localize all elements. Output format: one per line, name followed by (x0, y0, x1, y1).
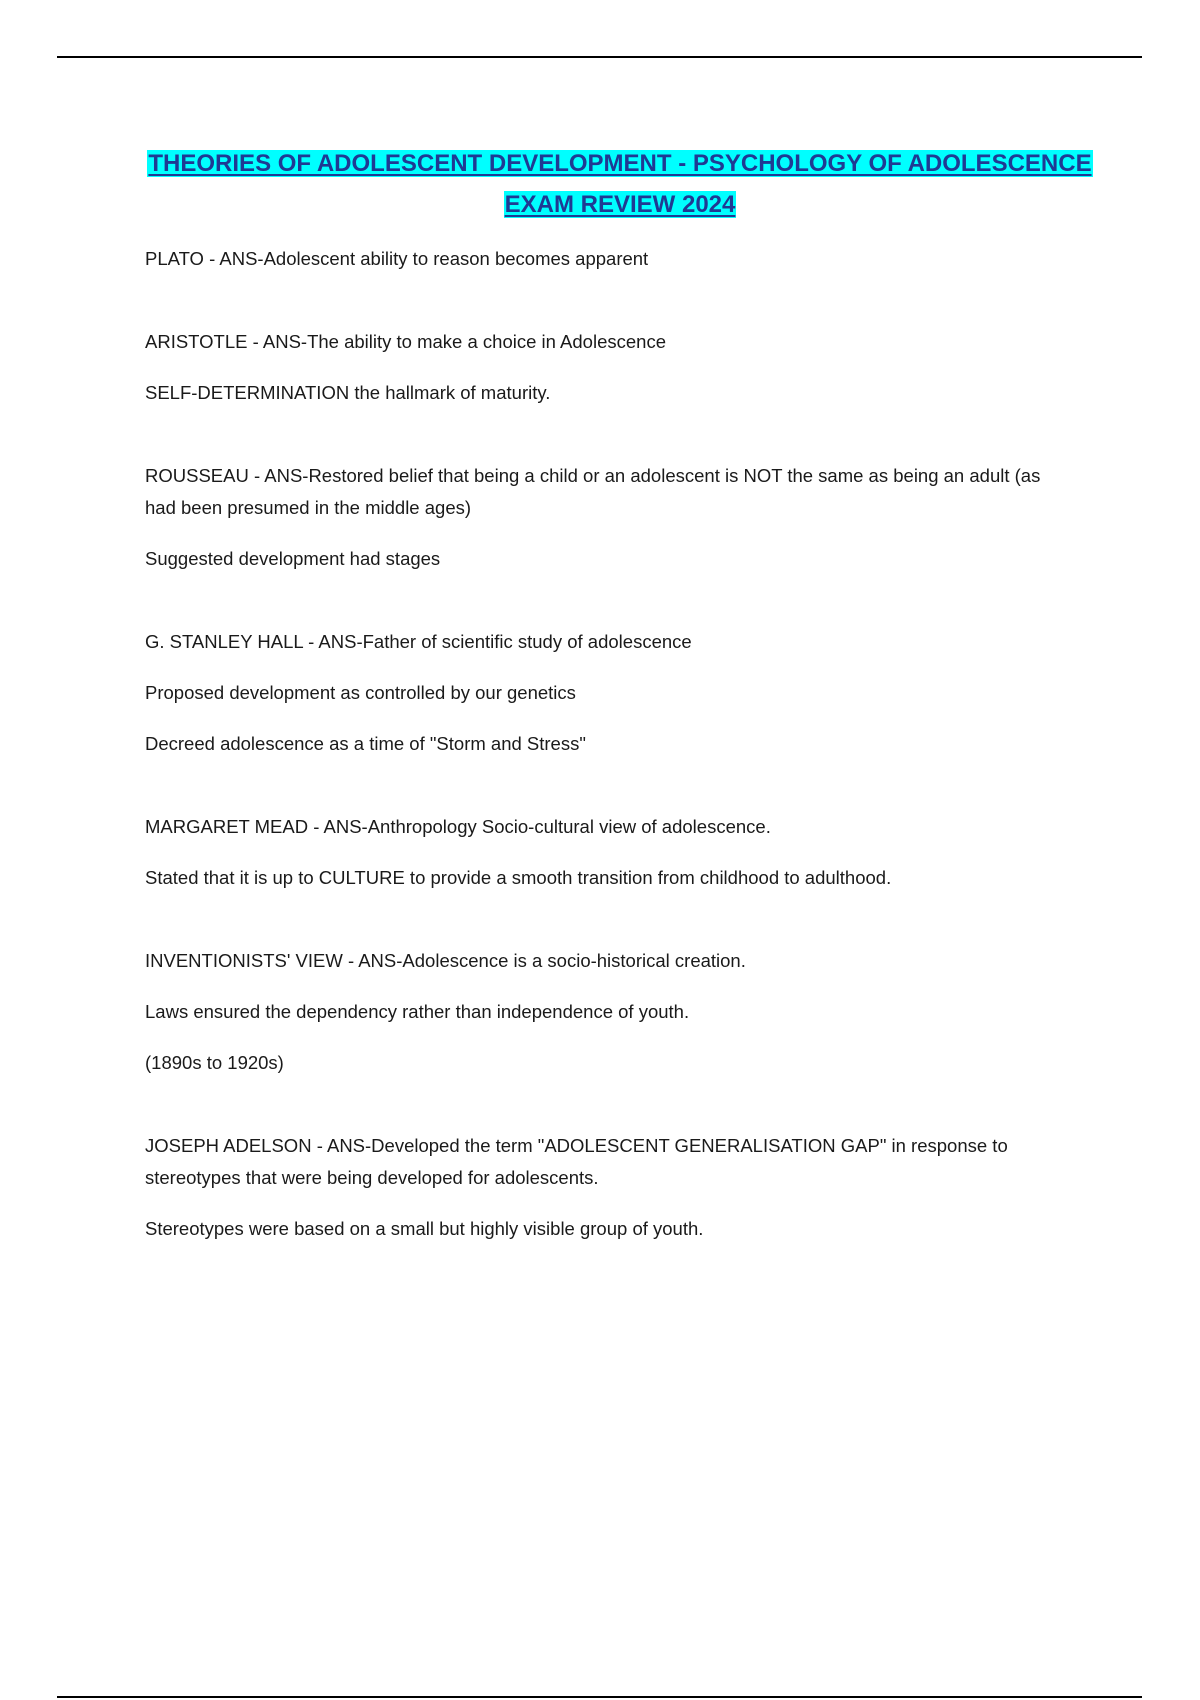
entry-stanley-hall (145, 626, 1075, 760)
entry-rousseau (145, 460, 1075, 575)
entry-margaret-mead (145, 811, 1075, 894)
entry-joseph-adelson (145, 1130, 1075, 1245)
title-line-1: THEORIES OF ADOLESCENT DEVELOPMENT - PSYCHOLOGY OF ADOLESCENCE (148, 150, 1092, 177)
entry-line: MARGARET MEAD - ANS-Anthropology Socio-cultural view of adolescence. (145, 816, 771, 837)
title-line-2: EXAM REVIEW 2024 (504, 191, 736, 218)
entry-line: (1890s to 1920s) (145, 1052, 284, 1073)
entry-line: INVENTIONISTS' VIEW - ANS-Adolescence is a socio-historical creation. (145, 950, 746, 971)
entry-line: Stated that it is up to CULTURE to provide a smooth transition from childhood to adulthood. (145, 867, 892, 888)
entry-plato (145, 243, 1075, 275)
entry-line: JOSEPH ADELSON - ANS-Developed the term "ADOLESCENT GENERALISATION GAP" in response to stereotypes that were being developed for adolescents. (145, 1135, 1008, 1188)
entry-line: PLATO - ANS-Adolescent ability to reason becomes apparent (145, 248, 649, 269)
entry-line: ROUSSEAU - ANS-Restored belief that being a child or an adolescent is NOT the same as being an adult (as had been presumed in the middle ages) (145, 465, 1041, 518)
entry-aristotle (145, 326, 1075, 409)
entry-line: Stereotypes were based on a small but highly visible group of youth. (145, 1218, 704, 1239)
entry-line: ARISTOTLE - ANS-The ability to make a choice in Adolescence (145, 331, 666, 352)
entry-line: Suggested development had stages (145, 548, 441, 569)
entry-line: Laws ensured the dependency rather than independence of youth. (145, 1001, 690, 1022)
entry-line: SELF-DETERMINATION the hallmark of maturity. (145, 382, 551, 403)
bottom-rule (57, 1696, 1142, 1698)
page-title (100, 143, 1140, 225)
top-rule (57, 56, 1142, 58)
entry-line: G. STANLEY HALL - ANS-Father of scientific study of adolescence (145, 631, 692, 652)
entry-line: Decreed adolescence as a time of "Storm and Stress" (145, 733, 586, 754)
document-body (145, 243, 1075, 1296)
entry-line: Proposed development as controlled by our genetics (145, 682, 576, 703)
entry-inventionists-view (145, 945, 1075, 1079)
